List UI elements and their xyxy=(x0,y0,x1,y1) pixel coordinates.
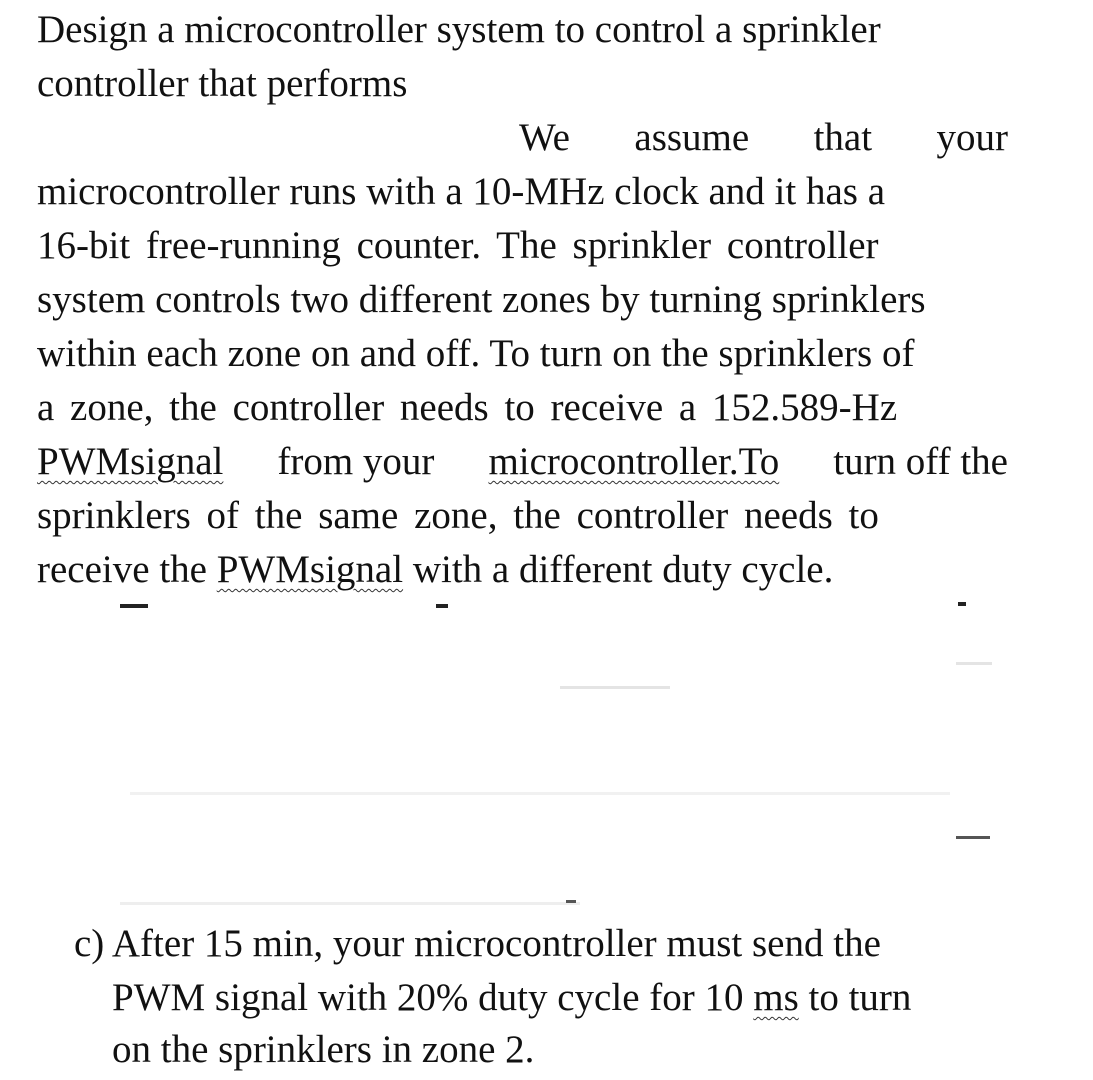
word-we: We xyxy=(519,116,570,159)
word-your: your xyxy=(936,116,1008,159)
problem-line-6: system controls two different zones by turning sprinklers xyxy=(37,278,926,321)
problem-line-7: within each zone on and off. To turn on the sprinklers of xyxy=(37,332,915,375)
part-c-line-1: c) After 15 min, your microcontroller must send the xyxy=(74,922,881,965)
problem-line-2: controller that performs xyxy=(37,62,408,105)
artifact-mark xyxy=(436,604,448,608)
part-c-line-3: on the sprinklers in zone 2. xyxy=(112,1028,535,1071)
artifact-mark xyxy=(130,792,950,795)
problem-line-8: a zone, the controller needs to receive a 152.589-Hz xyxy=(37,386,898,429)
artifact-mark xyxy=(958,602,966,606)
ms-term: ms xyxy=(753,976,799,1019)
microcontroller-term: microcontroller.To xyxy=(488,440,780,483)
word-that: that xyxy=(813,116,873,159)
artifact-mark xyxy=(566,900,576,903)
problem-line-3 xyxy=(519,110,1008,166)
pwmsignal-term: PWMsignal xyxy=(37,440,224,483)
word-assume: assume xyxy=(634,116,750,159)
pwmsignal-term-2: PWMsignal xyxy=(216,548,404,591)
problem-line-10: sprinklers of the same zone, the controller needs to xyxy=(37,494,879,537)
artifact-mark xyxy=(560,686,670,689)
artifact-mark xyxy=(120,604,148,608)
problem-line-11: receive the PWMsignal with a different duty cycle. xyxy=(37,548,834,591)
problem-line-1: Design a microcontroller system to control a sprinkler xyxy=(37,8,881,51)
artifact-mark xyxy=(956,662,992,665)
problem-line-5: 16-bit free-running counter. The sprinkler controller xyxy=(37,224,879,267)
problem-line-9: PWMsignal from your microcontroller.To turn off the xyxy=(37,434,1008,490)
problem-line-4: microcontroller runs with a 10-MHz clock and it has a xyxy=(37,170,886,213)
artifact-mark xyxy=(956,836,990,839)
artifact-mark xyxy=(120,902,580,905)
part-c-line-2: PWM signal with 20% duty cycle for 10 ms to turn xyxy=(112,976,912,1019)
